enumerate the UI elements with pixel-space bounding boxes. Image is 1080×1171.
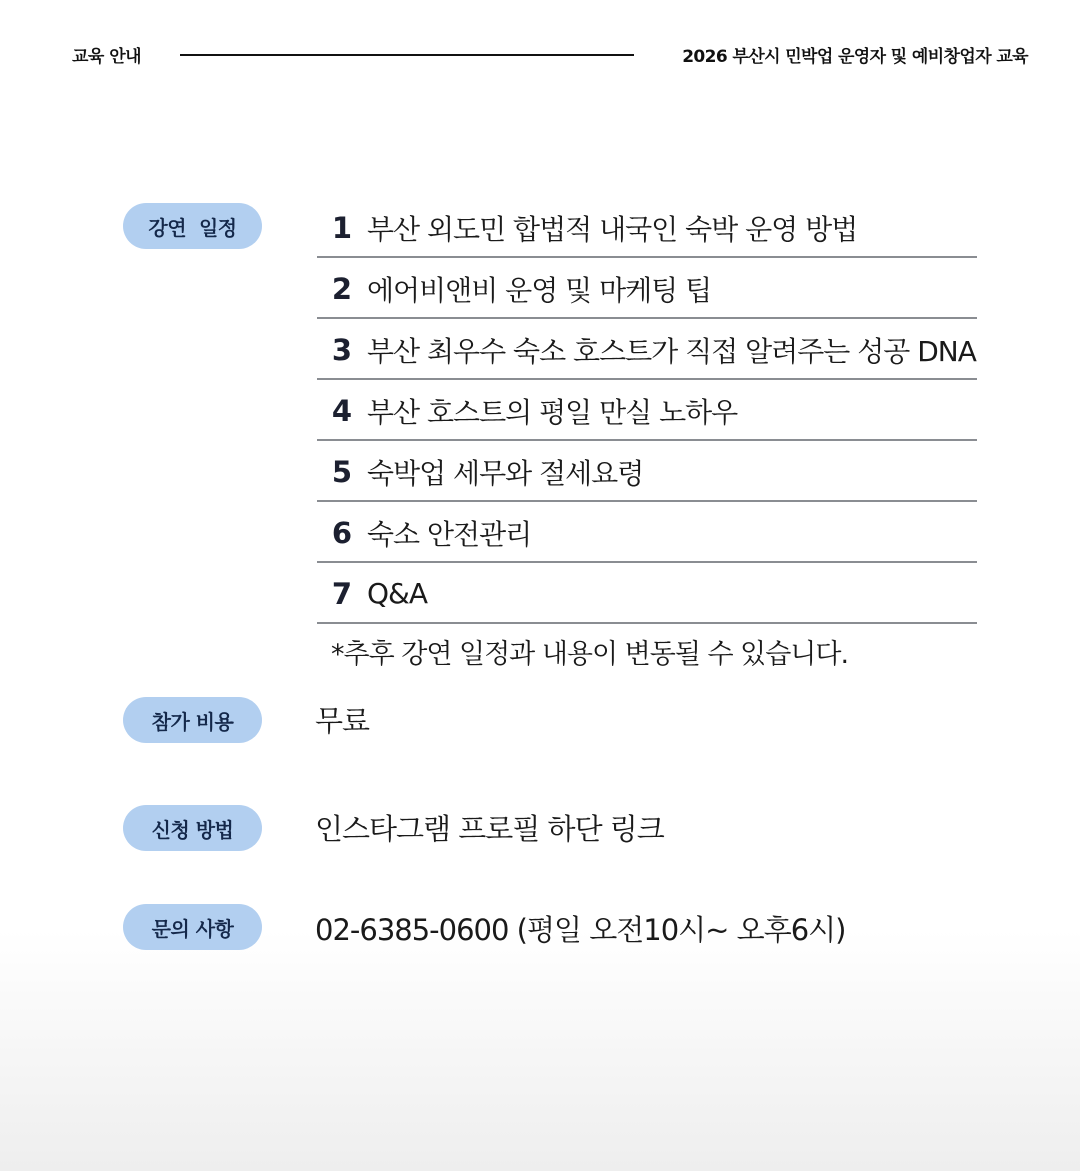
schedule-list [317, 197, 977, 624]
header-divider-line [180, 54, 634, 56]
schedule-row-text: Q&A [367, 577, 428, 610]
schedule-row-text: 숙박업 세무와 절세요령 [367, 456, 644, 490]
schedule-row [317, 380, 977, 441]
contact-label-pill: 문의 사항 [123, 904, 262, 950]
schedule-row-text: 부산 호스트의 평일 만실 노하우 [367, 395, 738, 429]
schedule-label-pill: 강연 일정 [123, 203, 262, 249]
schedule-row-text: 부산 최우수 숙소 호스트가 직접 알려주는 성공 DNA [367, 334, 976, 368]
contact-value: 02-6385-0600 (평일 오전10시~ 오후6시) [315, 913, 846, 947]
schedule-row-number: 7 [331, 576, 353, 611]
apply-label-pill: 신청 방법 [123, 805, 262, 851]
schedule-row-number: 1 [331, 210, 353, 245]
schedule-row [317, 563, 977, 624]
schedule-row [317, 197, 977, 258]
schedule-row-number: 2 [331, 271, 353, 306]
page-header [72, 40, 1028, 68]
schedule-row-number: 4 [331, 393, 353, 428]
header-left-label: 교육 안내 [72, 47, 142, 67]
fee-label-pill: 참가 비용 [123, 697, 262, 743]
header-right-title: 2026 부산시 민박업 운영자 및 예비창업자 교육 [682, 47, 1028, 67]
schedule-row-text: 숙소 안전관리 [367, 517, 532, 551]
schedule-row [317, 441, 977, 502]
schedule-row [317, 502, 977, 563]
fee-value: 무료 [315, 704, 370, 738]
apply-value: 인스타그램 프로필 하단 링크 [315, 812, 664, 846]
schedule-change-note: *추후 강연 일정과 내용이 변동될 수 있습니다. [331, 639, 849, 670]
schedule-row-number: 6 [331, 515, 353, 550]
schedule-row [317, 319, 977, 380]
schedule-row-number: 5 [331, 454, 353, 489]
schedule-row-number: 3 [331, 332, 353, 367]
schedule-row-text: 부산 외도민 합법적 내국인 숙박 운영 방법 [367, 212, 858, 246]
schedule-row [317, 258, 977, 319]
schedule-row-text: 에어비앤비 운영 및 마케팅 팁 [367, 273, 712, 307]
